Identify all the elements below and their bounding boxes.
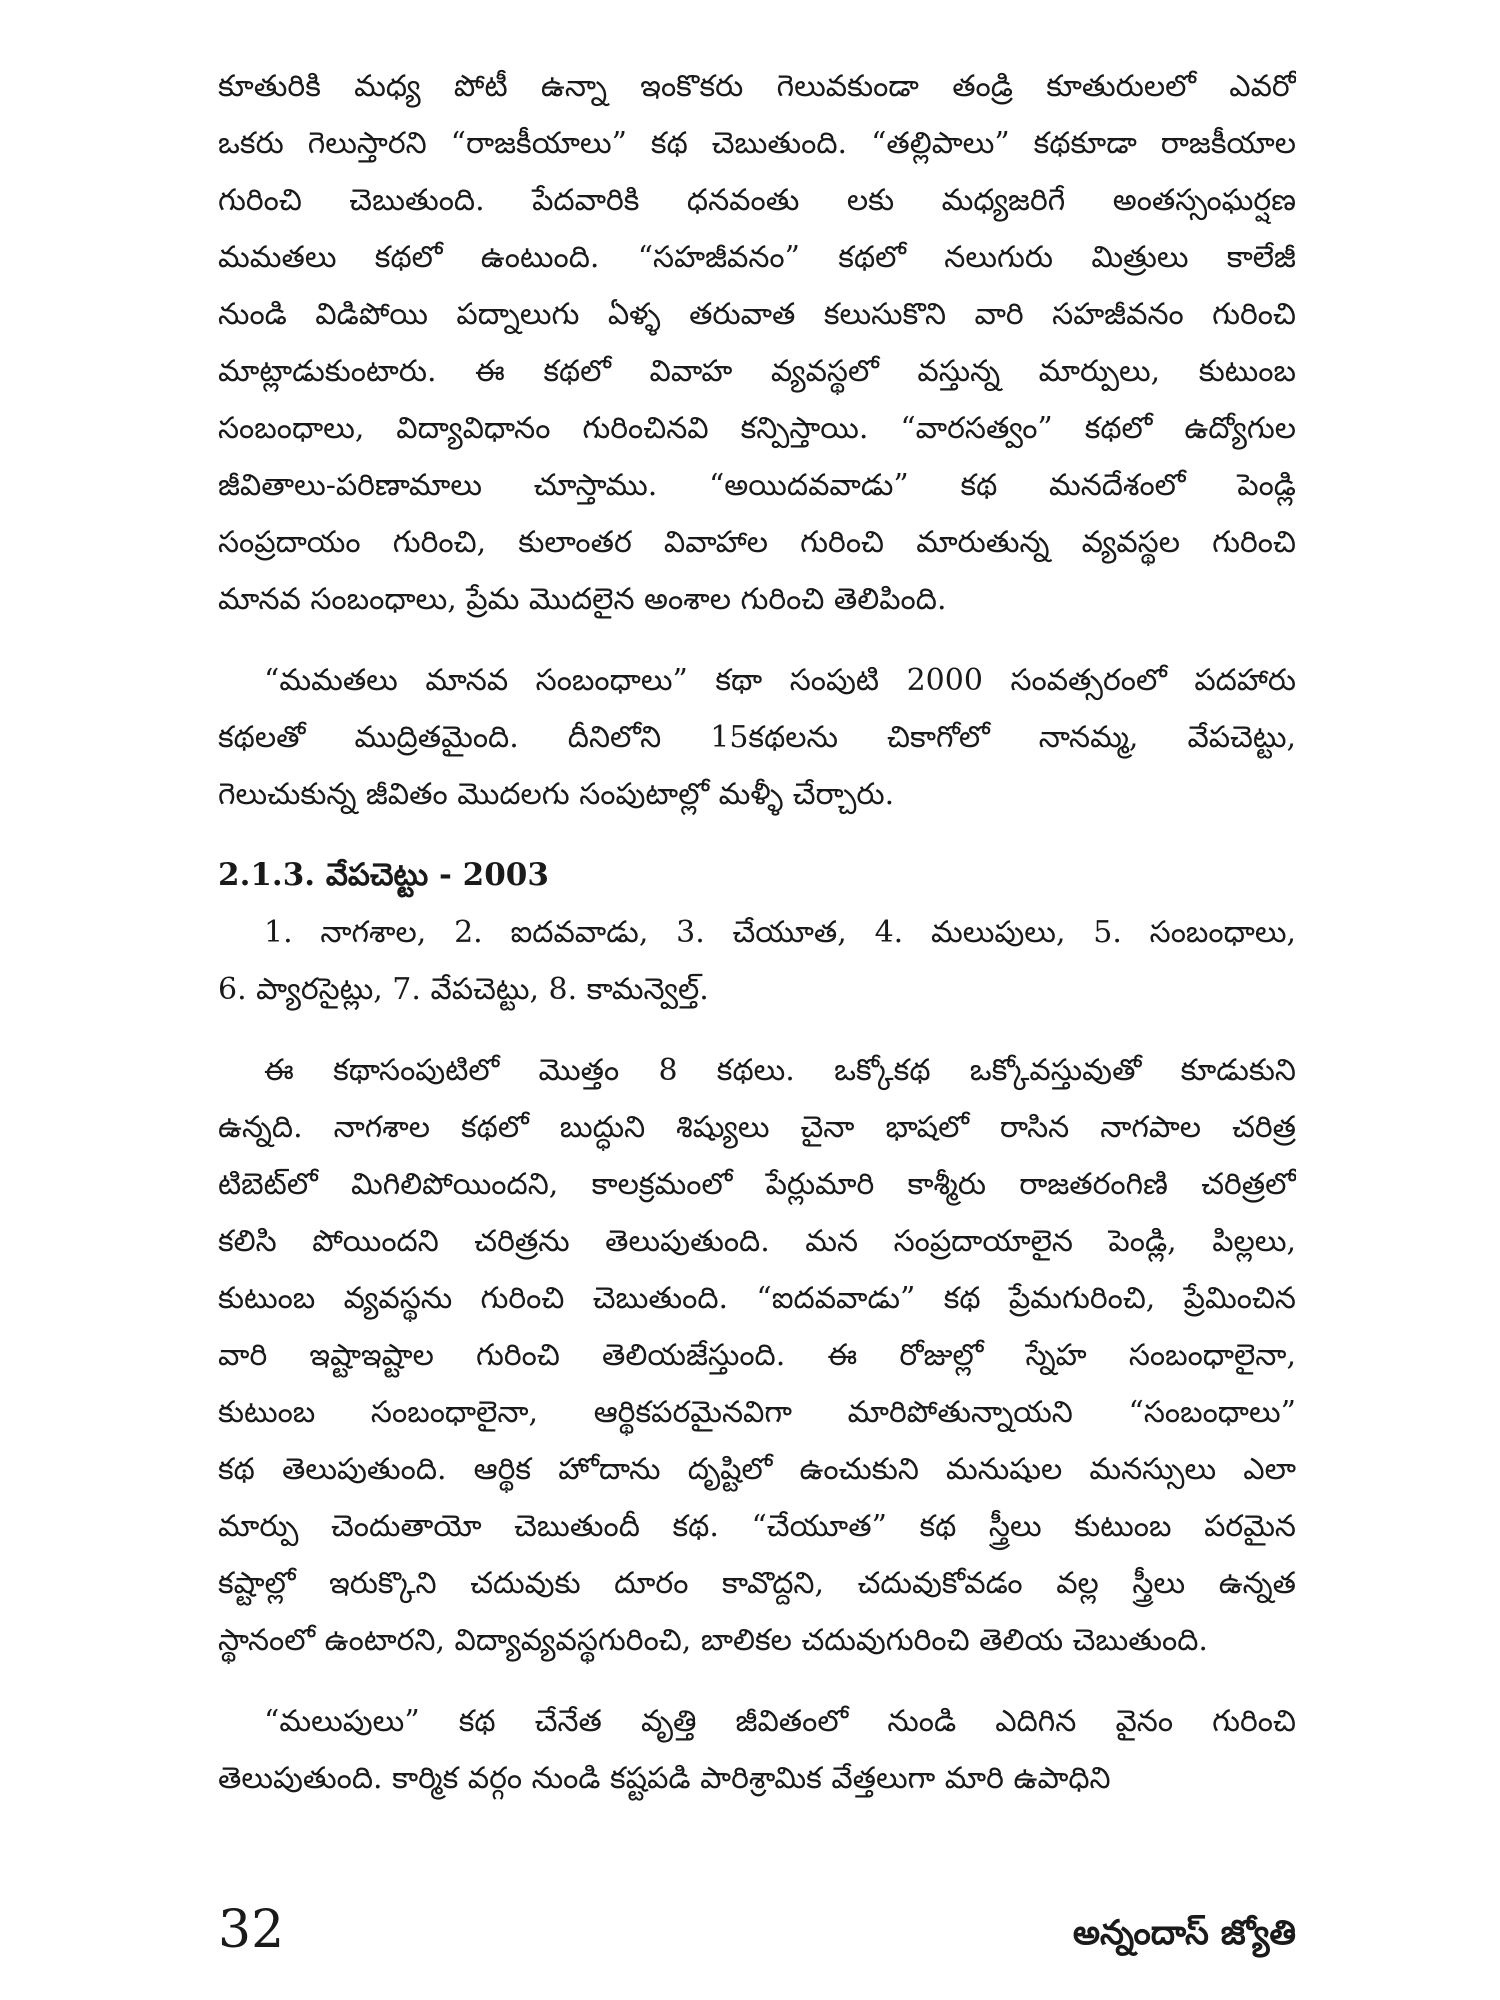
- text-line: కూతురికి మధ్య పోటీ ఉన్నా ఇంకొకరు గెలువకుండా తండ్రి కూతురులలో ఎవరో: [218, 69, 1296, 104]
- text-line: కలిసి పోయిందని చరిత్రను తెలుపుతుంది. మన సంప్రదాయాలైన పెండ్లి, పిల్లలు,: [218, 1224, 1296, 1259]
- text-line: ఈ కథాసంపుటిలో మొత్తం 8 కథలు. ఒక్కోకథ ఒక్కోవస్తువుతో కూడుకుని: [264, 1053, 1296, 1088]
- text-line: సంబంధాలు, విద్యావిధానం గురించినవి కన్పిస్తాయి. “వారసత్వం” కథలో ఉద్యోగుల: [218, 411, 1296, 446]
- text-line: టిబెట్‌లో మిగిలిపోయిందని, కాలక్రమంలో పేర్లుమారి కాశ్మీరు రాజతరంగిణి చరిత్రలో: [218, 1167, 1296, 1202]
- story-list: [218, 904, 1296, 1018]
- text-line: కష్టాల్లో ఇరుక్కొని చదువుకు దూరం కావొద్దని, చదువుకోవడం వల్ల స్త్రీలు ఉన్నత: [218, 1566, 1296, 1601]
- text-line: వారి ఇష్టాఇష్టాల గురించి తెలియజేస్తుంది. ఈ రోజుల్లో స్నేహ సంబంధాలైనా,: [218, 1338, 1296, 1373]
- text-line: జీవితాలు-పరిణామాలు చూస్తాము. “అయిదవవాడు” కథ మనదేశంలో పెండ్లి: [218, 468, 1296, 503]
- text-line: కుటుంబ సంబంధాలైనా, ఆర్థికపరమైనవిగా మారిపోతున్నాయని “సంబంధాలు”: [218, 1395, 1296, 1430]
- text-line: ఉన్నది. నాగశాల కథలో బుద్ధుని శిష్యులు చైనా భాషలో రాసిన నాగపాల చరిత్ర: [218, 1110, 1296, 1145]
- text-line: “మమతలు మానవ సంబంధాలు” కథా సంపుటి 2000 సంవత్సరంలో పదహారు: [264, 663, 1296, 698]
- text-line: గురించి చెబుతుంది. పేదవారికి ధనవంతు లకు మధ్యజరిగే అంతస్సంఘర్షణ: [218, 183, 1296, 218]
- text-line: మమతలు కథలో ఉంటుంది. “సహజీవనం” కథలో నలుగురు మిత్రులు కాలేజీ: [218, 240, 1296, 275]
- text-line: 1. నాగశాల, 2. ఐదవవాడు, 3. చేయూత, 4. మలుపులు, 5. సంబంధాలు,: [264, 915, 1296, 950]
- text-line: గెలుచుకున్న జీవితం మొదలగు సంపుటాల్లో మళ్ళీ చేర్చారు.: [218, 777, 895, 812]
- text-line: తెలుపుతుంది. కార్మిక వర్గం నుండి కష్టపడి పారిశ్రామిక వేత్తలుగా మారి ఉపాధిని: [218, 1761, 1111, 1796]
- text-line: “మలుపులు” కథ చేనేత వృత్తి జీవితంలో నుండి ఎదిగిన వైనం గురించి: [264, 1704, 1296, 1739]
- page-number: 32: [218, 1900, 285, 1960]
- text-line: కథలతో ముద్రితమైంది. దీనిలోని 15కథలను చికాగోలో నానమ్మ, వేపచెట్టు,: [218, 720, 1296, 755]
- text-line: కుటుంబ వ్యవస్థను గురించి చెబుతుంది. “ఐదవవాడు” కథ ప్రేమగురించి, ప్రేమించిన: [218, 1281, 1296, 1316]
- text-line: మార్పు చెందుతాయో చెబుతుందీ కథ. “చేయూత” కథ స్త్రీలు కుటుంబ పరమైన: [218, 1509, 1296, 1544]
- text-line: నుండి విడిపోయి పద్నాలుగు ఏళ్ళ తరువాత కలుసుకొని వారి సహజీవనం గురించి: [218, 297, 1296, 332]
- text-line: ఒకరు గెలుస్తారని “రాజకీయాలు” కథ చెబుతుంది. “తల్లిపాలు” కథకూడా రాజకీయాల: [218, 126, 1296, 161]
- paragraph-4: [218, 1693, 1296, 1807]
- text-line: మానవ సంబంధాలు, ప్రేమ మొదలైన అంశాల గురించి తెలిపింది.: [218, 582, 947, 617]
- text-line: స్థానంలో ఉంటారని, విద్యావ్యవస్థగురించి, బాలికల చదువుగురించి తెలియ చెబుతుంది.: [218, 1623, 1208, 1658]
- text-line: కథ తెలుపుతుంది. ఆర్థిక హోదాను దృష్టిలో ఉంచుకుని మనుషుల మనస్సులు ఎలా: [218, 1452, 1296, 1487]
- section-heading: 2.1.3. వేపచెట్టు - 2003: [218, 857, 549, 893]
- paragraph-3: [218, 1042, 1296, 1669]
- book-title: అన్నందాస్ జ్యోతి: [1072, 1913, 1296, 1953]
- text-line: మాట్లాడుకుంటారు. ఈ కథలో వివాహ వ్యవస్థలో వస్తున్న మార్పులు, కుటుంబ: [218, 354, 1296, 389]
- paragraph-1: [218, 58, 1296, 628]
- text-line: సంప్రదాయం గురించి, కులాంతర వివాహాల గురించి మారుతున్న వ్యవస్థల గురించి: [218, 525, 1296, 560]
- page-body: [218, 58, 1296, 1831]
- page-footer: [218, 1900, 1296, 1970]
- paragraph-2: [218, 652, 1296, 823]
- text-line: 6. ప్యారసైట్లు, 7. వేపచెట్టు, 8. కామన్వెల్త్.: [218, 972, 709, 1007]
